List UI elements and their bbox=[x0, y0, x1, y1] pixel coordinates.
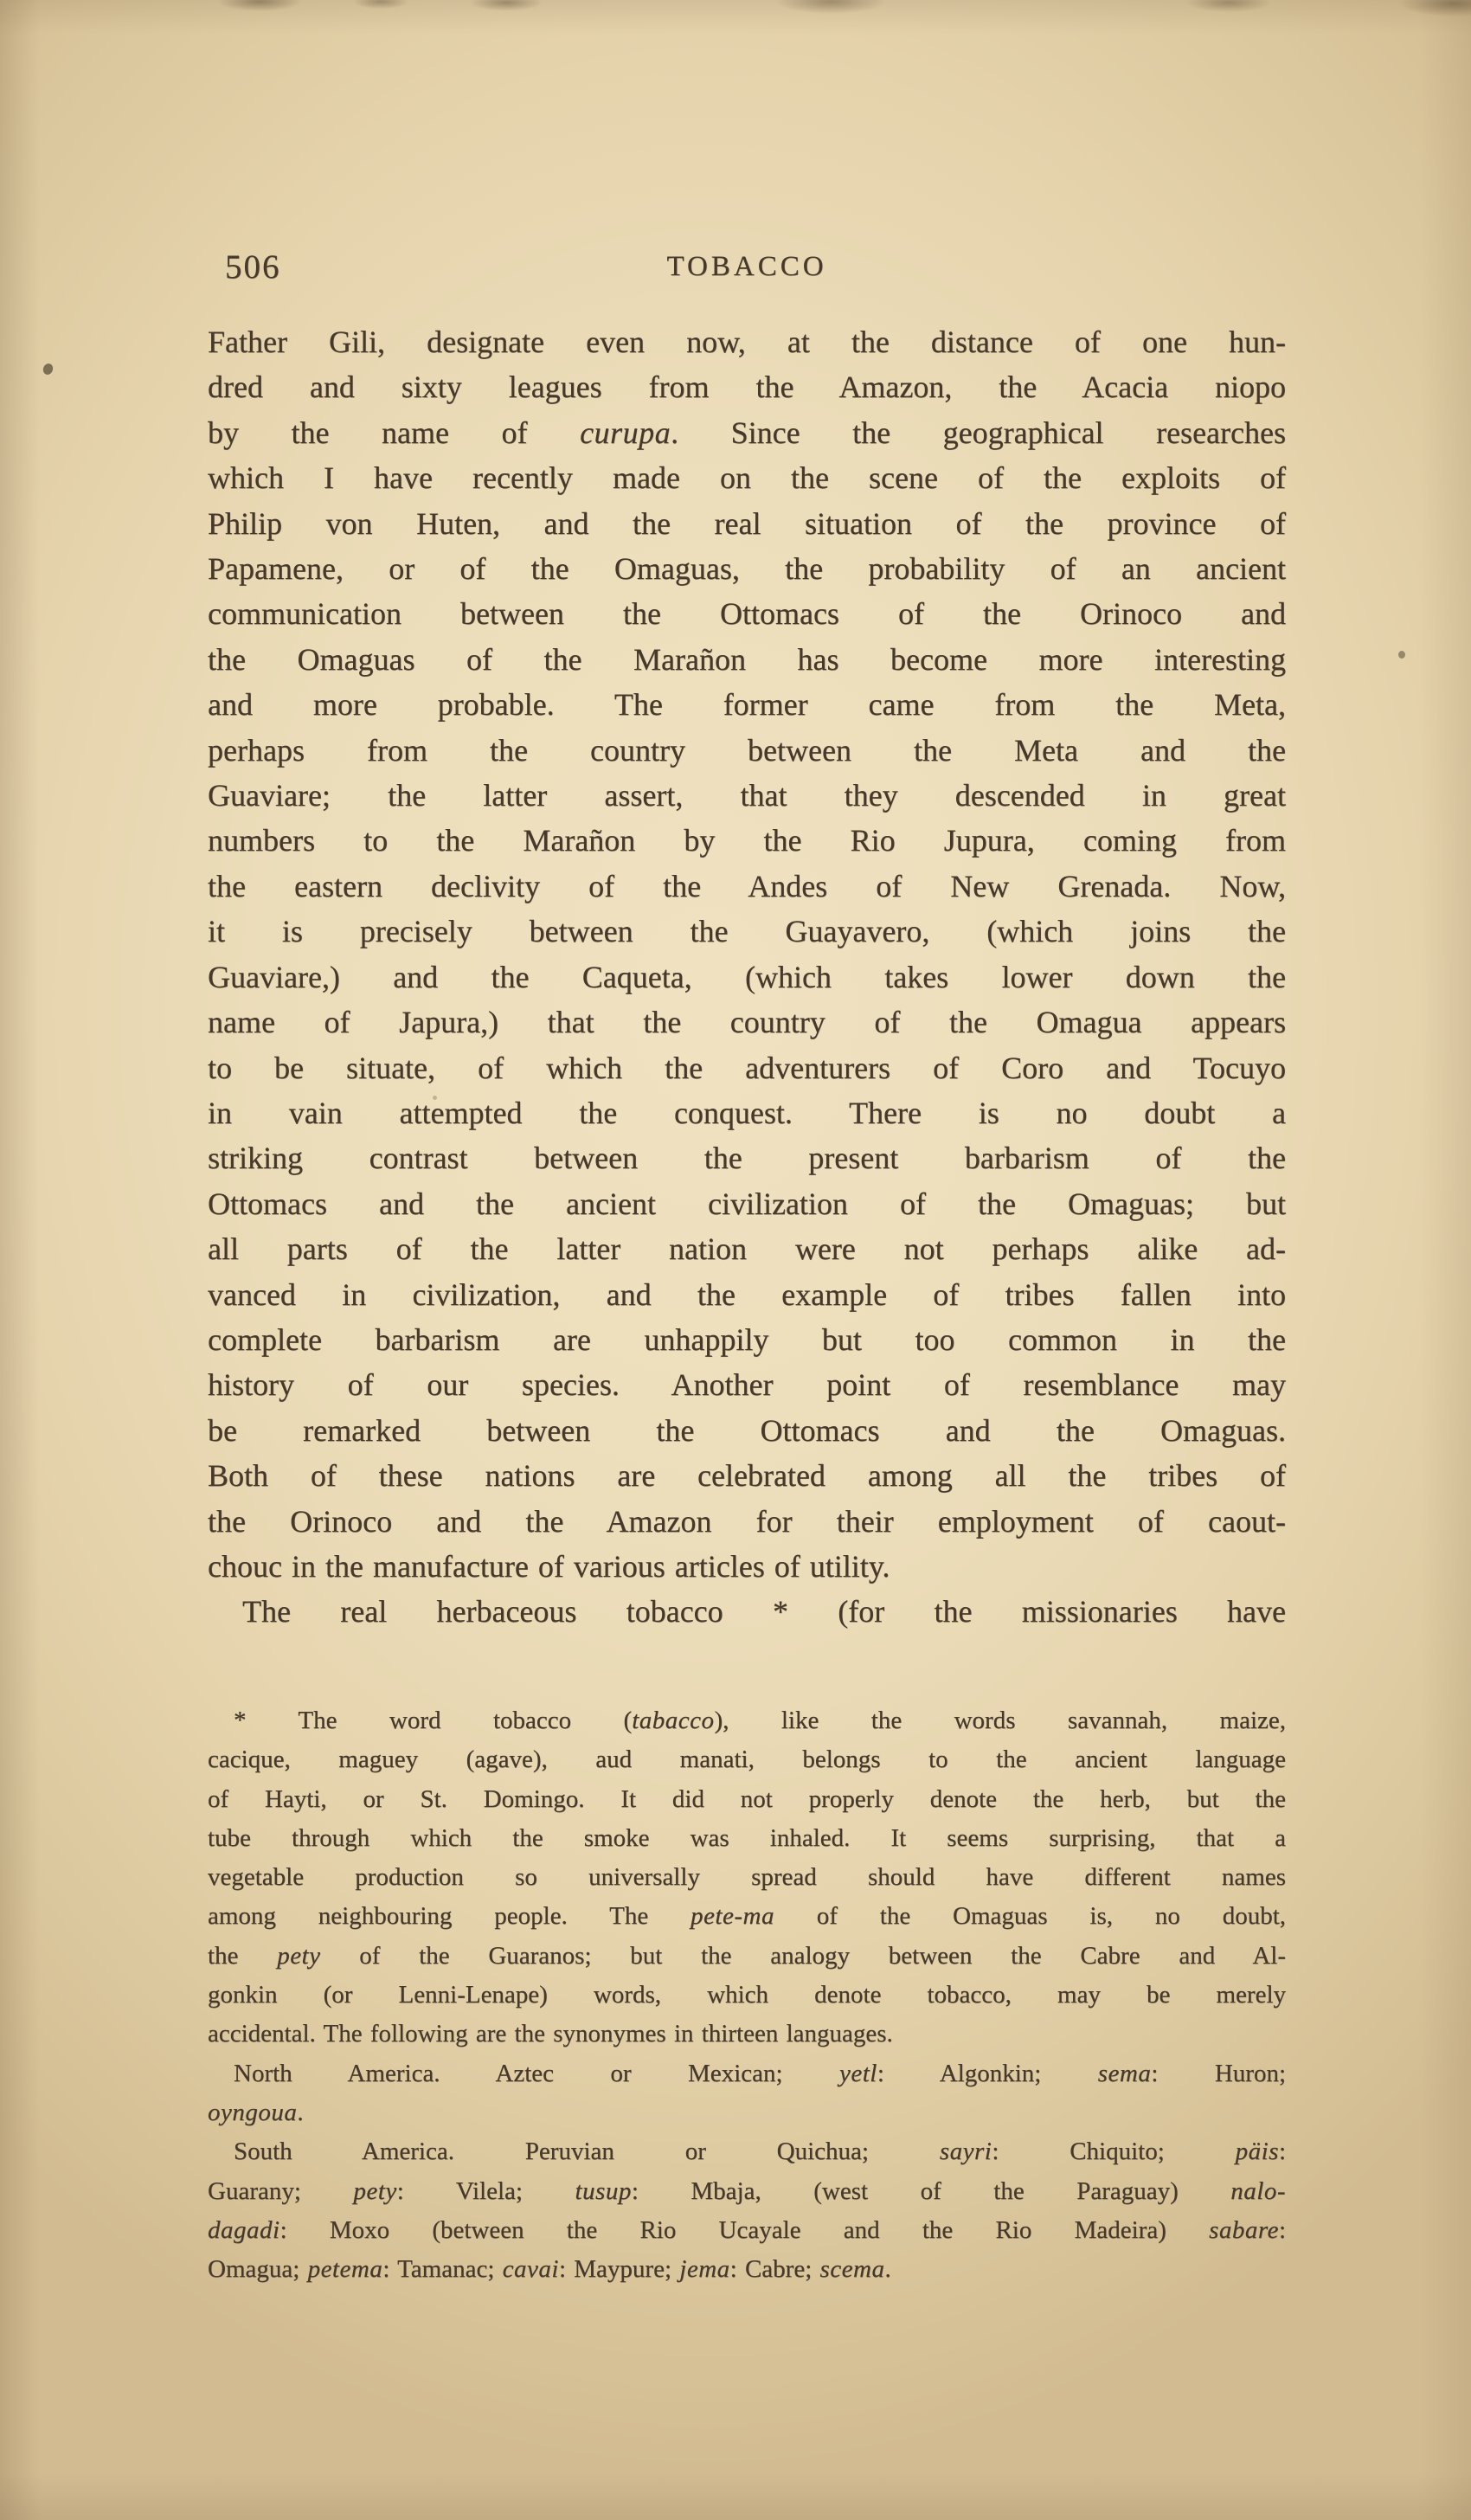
text-line: Guarany; pety: Vilela; tusup: Mbaja, (west of the Paraguay) nalo- bbox=[208, 2176, 1286, 2205]
text-line: history of our species. Another point of resemblance may bbox=[208, 1367, 1286, 1403]
text-line: North America. Aztec or Mexican; yetl: Algonkin; sema: Huron; bbox=[234, 2059, 1286, 2087]
text-line: Philip von Huten, and the real situation of the province of bbox=[208, 505, 1286, 541]
text-line: chouc in the manufacture of various articles of utility. bbox=[208, 1548, 890, 1584]
text-line: among neighbouring people. The pete-ma of the Omaguas is, no doubt, bbox=[208, 1902, 1287, 1931]
text-line: numbers to the Marañon by the Rio Jupura, coming from bbox=[208, 823, 1286, 858]
text-line: it is precisely between the Guayavero, (which joins the bbox=[208, 914, 1286, 949]
text-line: in vain attempted the conquest. There is no doubt a bbox=[208, 1095, 1286, 1130]
page-number: 506 bbox=[225, 248, 281, 286]
text-line: which I have recently made on the scene of the exploits of bbox=[208, 460, 1286, 496]
text-line: by the name of curupa. Since the geographical researches bbox=[208, 415, 1286, 450]
footnote-text bbox=[208, 1701, 1286, 2289]
text-line: Papamene, or of the Omaguas, the probability of an ancient bbox=[208, 551, 1286, 587]
text-line: dagadi: Moxo (between the Rio Ucayale and the Rio Madeira) sabare: bbox=[208, 2215, 1286, 2244]
scan-speck bbox=[42, 363, 55, 376]
text-line: dred and sixty leagues from the Amazon, the Acacia niopo bbox=[208, 370, 1286, 405]
text-line: and more probable. The former came from the Meta, bbox=[208, 687, 1286, 723]
text-line: striking contrast between the present barbarism of the bbox=[208, 1141, 1286, 1176]
text-line: Guaviare; the latter assert, that they descended in great bbox=[208, 778, 1286, 813]
text-line: the Orinoco and the Amazon for their employment of caout- bbox=[208, 1503, 1286, 1539]
text-line: Ottomacs and the ancient civilization of the Omaguas; but bbox=[208, 1186, 1286, 1221]
text-line: the pety of the Guaranos; but the analogy between the Cabre and Al- bbox=[208, 1941, 1286, 1970]
text-line: Both of these nations are celebrated among all the tribes of bbox=[208, 1458, 1286, 1494]
running-title: TOBACCO bbox=[666, 251, 827, 282]
text-line: oyngoua. bbox=[208, 2098, 304, 2126]
text-line: name of Japura,) that the country of the Omagua appears bbox=[208, 1005, 1286, 1040]
scan-speck bbox=[1398, 651, 1405, 659]
text-line: of Hayti, or St. Domingo. It did not properly denote the herb, but the bbox=[208, 1784, 1286, 1813]
text-line: cacique, maguey (agave), aud manati, belongs to the ancient language bbox=[208, 1745, 1286, 1774]
text-line: Guaviare,) and the Caqueta, (which takes lower down the bbox=[208, 959, 1286, 994]
text-line: * The word tobacco (tabacco), like the words savannah, maize, bbox=[234, 1707, 1286, 1734]
text-line: be remarked between the Ottomacs and the Omaguas. bbox=[208, 1412, 1286, 1448]
text-line: the eastern declivity of the Andes of New Grenada. Now, bbox=[208, 868, 1286, 903]
scan-speck bbox=[433, 1096, 437, 1100]
text-line: tube through which the smoke was inhaled. It seems surprising, that a bbox=[208, 1823, 1286, 1852]
text-line: vanced in civilization, and the example of tribes fallen into bbox=[208, 1276, 1286, 1312]
text-line: all parts of the latter nation were not perhaps alike ad- bbox=[208, 1231, 1286, 1267]
body-text bbox=[208, 319, 1286, 1635]
text-line: The real herbaceous tobacco * (for the missionaries have bbox=[242, 1594, 1286, 1630]
text-line: South America. Peruvian or Quichua; sayri: Chiquito; päis: bbox=[234, 2138, 1286, 2166]
text-line: accidental. The following are the synonymes in thirteen languages. bbox=[208, 2020, 893, 2048]
text-line: communication between the Ottomacs of the Orinoco and bbox=[208, 596, 1286, 632]
text-line: gonkin (or Lenni-Lenape) words, which denote tobacco, may be merely bbox=[208, 1981, 1286, 2009]
text-line: to be situate, of which the adventurers of Coro and Tocuyo bbox=[208, 1050, 1286, 1085]
text-line: vegetable production so universally spread should have different names bbox=[208, 1863, 1286, 1892]
text-line: Father Gili, designate even now, at the distance of one hun- bbox=[208, 325, 1286, 359]
text-line: Omagua; petema: Tamanac; cavai: Maypure; jema: Cabre; scema. bbox=[208, 2255, 891, 2284]
text-line: perhaps from the country between the Meta and the bbox=[208, 732, 1286, 768]
text-line: complete barbarism are unhappily but too common in the bbox=[208, 1321, 1286, 1357]
running-header bbox=[208, 248, 1286, 291]
text-line: the Omaguas of the Marañon has become more interesting bbox=[208, 641, 1286, 677]
